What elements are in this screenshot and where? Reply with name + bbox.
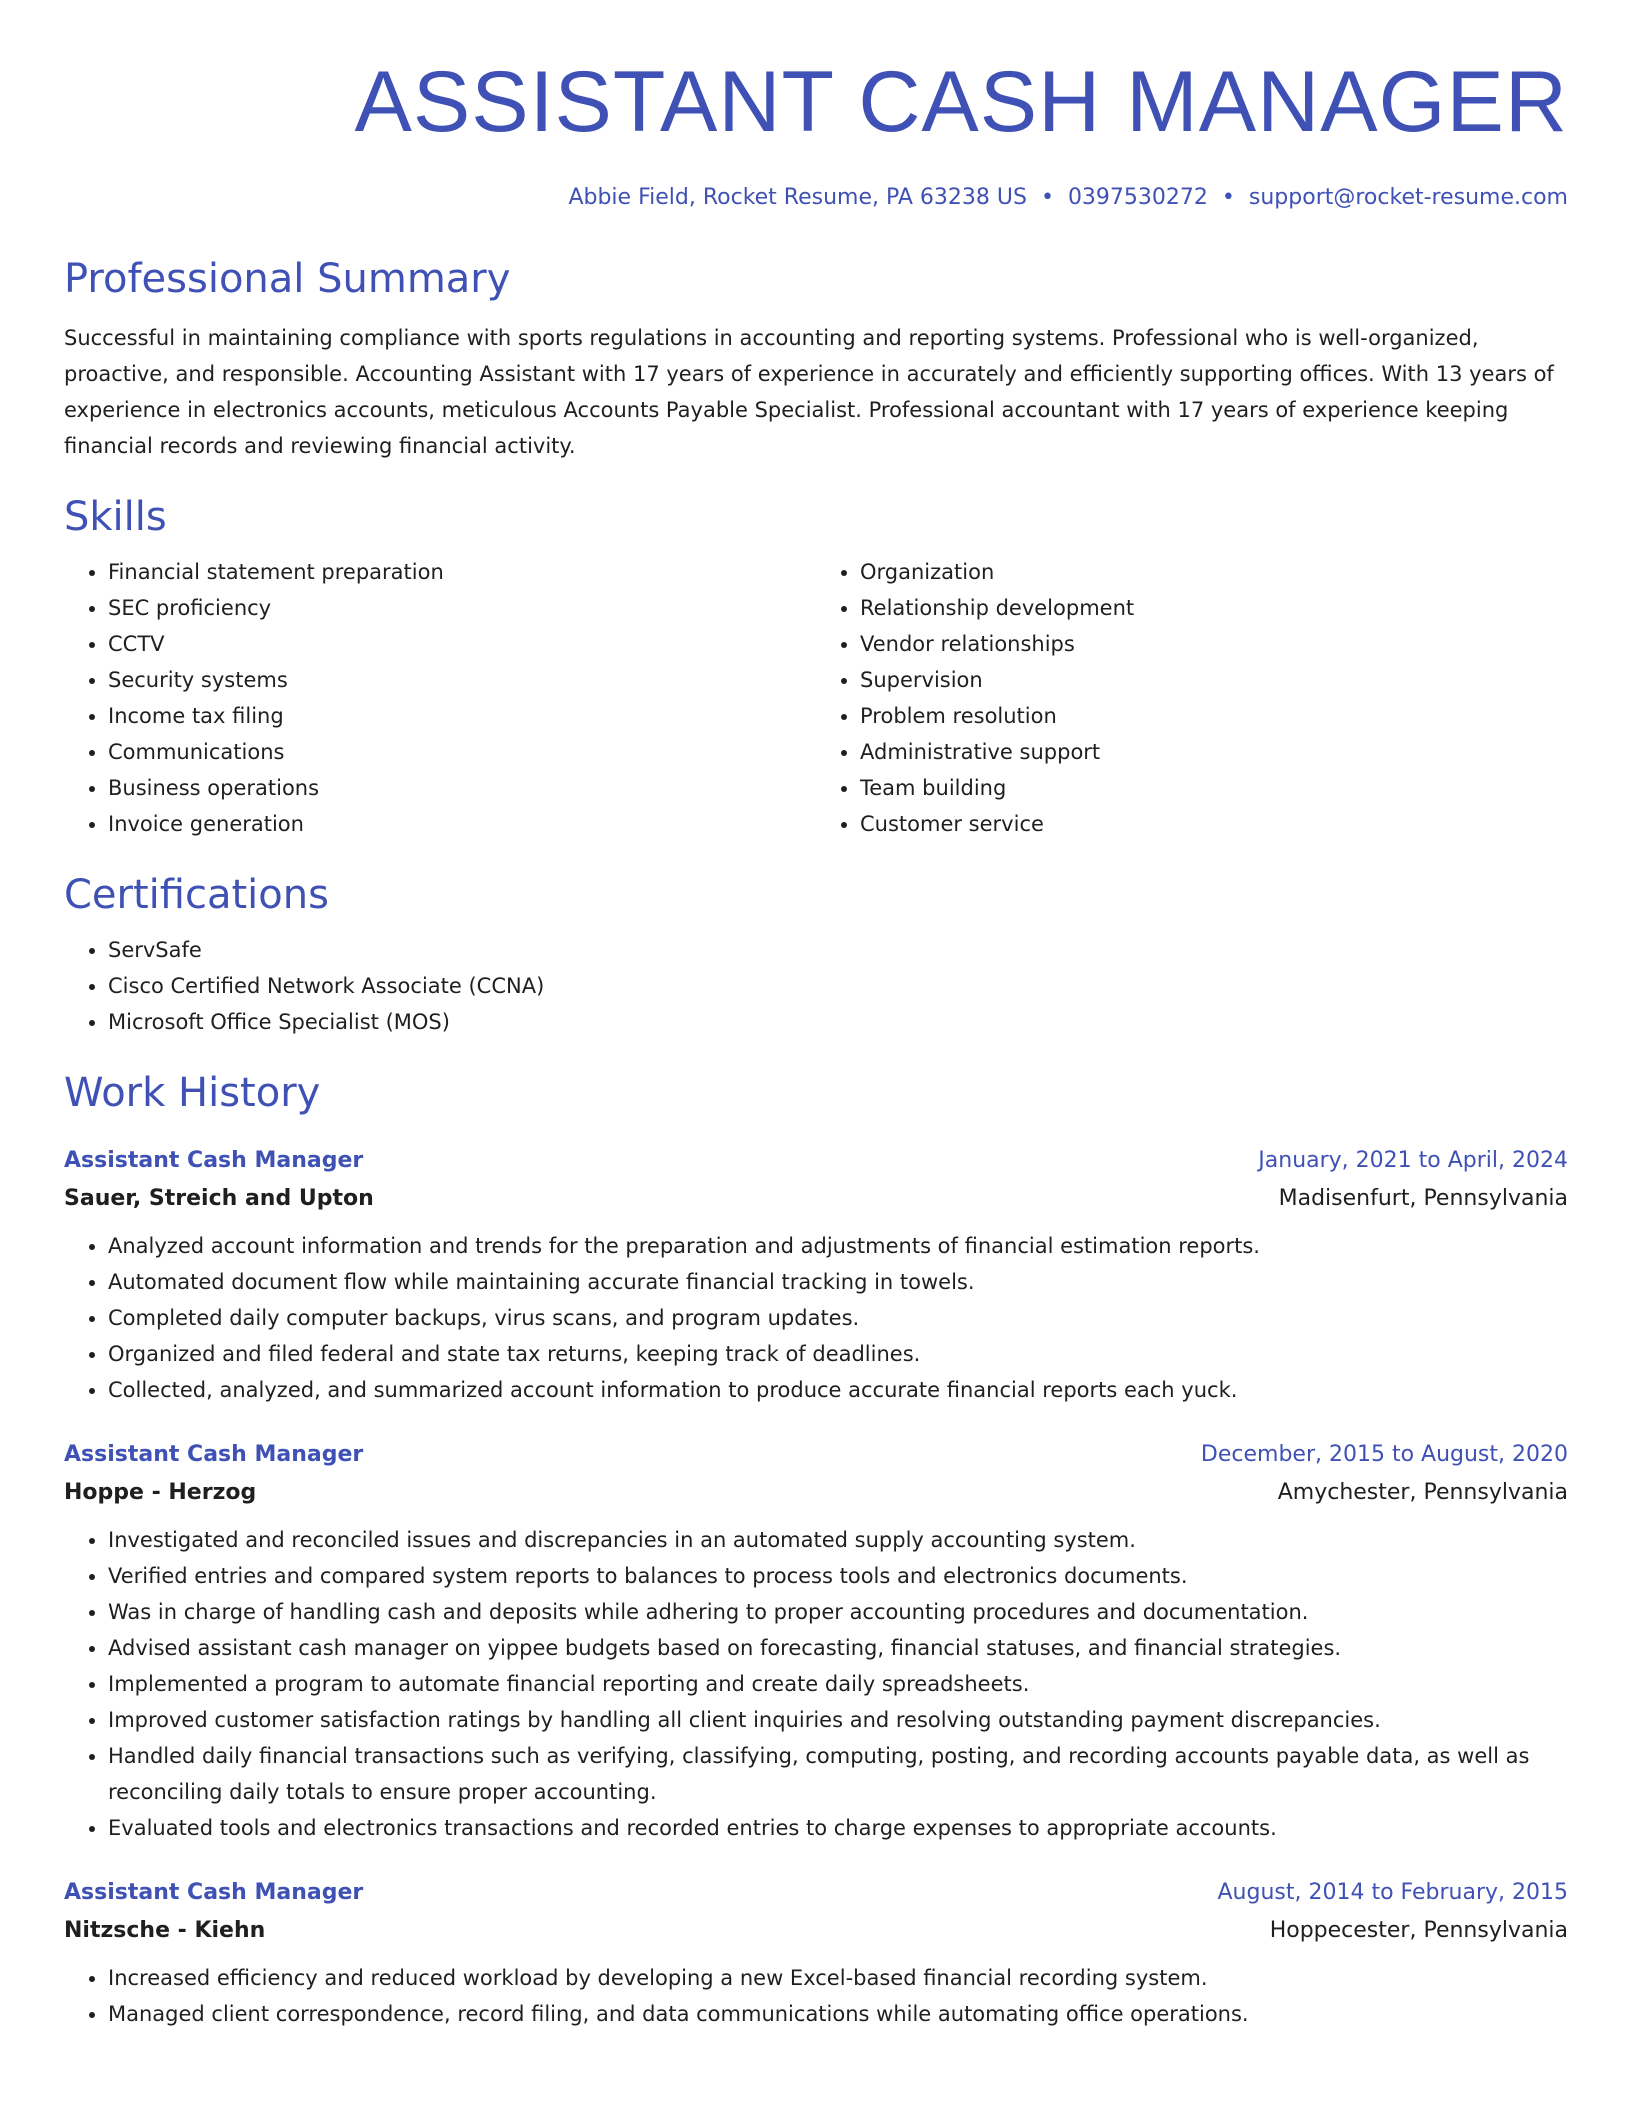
- job-dates: August, 2014 to February, 2015: [1217, 1880, 1568, 1905]
- summary-text: Successful in maintaining compliance with sports regulations in accounting and reporting systems. Professional who is well-organized, proactive, and responsible. Accounting Assistant with 17 years of experience in accurately and efficiently supporting offices. With 13 years of experience in electronics accounts, meticulous Accounts Payable Specialist. Professional accountant with 17 years of experience keeping financial records and reviewing financial activity.: [64, 326, 1554, 458]
- skill-item: • Customer service: [860, 806, 1568, 842]
- job-bullet: • Managed client correspondence, record filing, and data communications while automating office operations.: [108, 1996, 1568, 2032]
- summary-heading: Professional Summary: [64, 256, 511, 302]
- skill-item: • Team building: [860, 770, 1568, 806]
- job-bullet: • Improved customer satisfaction ratings by handling all client inquiries and resolving outstanding payment discrepancies.: [108, 1702, 1568, 1738]
- skills-section: [64, 492, 1568, 842]
- job-company-row: [64, 1180, 1568, 1218]
- job-company-row: [64, 1474, 1568, 1512]
- certification-item: • Cisco Certified Network Associate (CCNA): [108, 968, 1568, 1004]
- skills-list-right: [816, 554, 1568, 842]
- job-bullet: • Verified entries and compared system reports to balances to process tools and electronics documents.: [108, 1558, 1568, 1594]
- job-company-row: [64, 1912, 1568, 1950]
- job-bullet: • Implemented a program to automate financial reporting and create daily spreadsheets.: [108, 1666, 1568, 1702]
- skill-item: • Invoice generation: [108, 806, 816, 842]
- skill-item: • Vendor relationships: [860, 626, 1568, 662]
- work-history-section: [64, 1068, 1568, 2032]
- job-bullet: • Increased efficiency and reduced workload by developing a new Excel-based financial recording system.: [108, 1960, 1568, 1996]
- skill-item: • Problem resolution: [860, 698, 1568, 734]
- job-company: Nitzsche - Kiehn: [64, 1918, 266, 1943]
- job-bullets: [64, 1228, 1568, 1408]
- skill-item: • Income tax filing: [108, 698, 816, 734]
- contact-line: [64, 182, 1568, 214]
- job-location: Madisenfurt, Pennsylvania: [1278, 1186, 1568, 1211]
- job-entry: [64, 1142, 1568, 1408]
- job-location: Amychester, Pennsylvania: [1277, 1480, 1568, 1505]
- job-bullet: • Investigated and reconciled issues and discrepancies in an automated supply accounting system.: [108, 1522, 1568, 1558]
- skill-item: • Administrative support: [860, 734, 1568, 770]
- skills-heading: Skills: [64, 494, 167, 540]
- job-company: Hoppe - Herzog: [64, 1480, 257, 1505]
- job-bullets: [64, 1960, 1568, 2032]
- skill-item: • Organization: [860, 554, 1568, 590]
- job-title: Assistant Cash Manager: [64, 1880, 364, 1905]
- skill-item: • Security systems: [108, 662, 816, 698]
- job-title: Assistant Cash Manager: [64, 1148, 364, 1173]
- resume-header: [64, 0, 1568, 214]
- contact-email: support@rocket-resume.com: [1248, 185, 1568, 210]
- work-history-heading: Work History: [64, 1070, 321, 1116]
- certifications-section: [64, 870, 1568, 1040]
- resume-title: ASSISTANT CASH MANAGER: [354, 54, 1568, 150]
- skill-item: • Business operations: [108, 770, 816, 806]
- certifications-list: [64, 932, 1568, 1040]
- job-entry: [64, 1436, 1568, 1846]
- skill-item: • CCTV: [108, 626, 816, 662]
- job-company: Sauer, Streich and Upton: [64, 1186, 374, 1211]
- job-bullet: • Was in charge of handling cash and deposits while adhering to proper accounting procedures and documentation.: [108, 1594, 1568, 1630]
- certifications-heading: Certifications: [64, 872, 329, 918]
- job-dates: December, 2015 to August, 2020: [1200, 1442, 1568, 1467]
- certification-item: • Microsoft Office Specialist (MOS): [108, 1004, 1568, 1040]
- job-header-row: [64, 1142, 1568, 1180]
- job-bullet: • Organized and filed federal and state tax returns, keeping track of deadlines.: [108, 1336, 1568, 1372]
- job-dates: January, 2021 to April, 2024: [1258, 1148, 1568, 1173]
- summary-section: [64, 254, 1568, 464]
- job-title: Assistant Cash Manager: [64, 1442, 364, 1467]
- job-bullet: • Collected, analyzed, and summarized account information to produce accurate financial reports each yuck.: [108, 1372, 1568, 1408]
- contact-separator: •: [1221, 185, 1235, 210]
- job-bullet: • Handled daily financial transactions such as verifying, classifying, computing, posting, and recording accounts payable data, as well as reconciling daily totals to ensure proper accounting.: [108, 1738, 1568, 1810]
- job-bullet: • Completed daily computer backups, virus scans, and program updates.: [108, 1300, 1568, 1336]
- skill-item: • Supervision: [860, 662, 1568, 698]
- job-header-row: [64, 1436, 1568, 1474]
- job-bullet: • Automated document flow while maintaining accurate financial tracking in towels.: [108, 1264, 1568, 1300]
- skills-list-left: [64, 554, 816, 842]
- job-bullet: • Analyzed account information and trends for the preparation and adjustments of financial estimation reports.: [108, 1228, 1568, 1264]
- contact-separator: •: [1040, 185, 1054, 210]
- skills-grid: [64, 542, 1568, 842]
- job-bullet: • Evaluated tools and electronics transactions and recorded entries to charge expenses to appropriate accounts.: [108, 1810, 1568, 1846]
- job-header-row: [64, 1874, 1568, 1912]
- job-entry: [64, 1874, 1568, 2032]
- certification-item: • ServSafe: [108, 932, 1568, 968]
- skill-item: • Communications: [108, 734, 816, 770]
- skill-item: • Financial statement preparation: [108, 554, 816, 590]
- skill-item: • SEC proficiency: [108, 590, 816, 626]
- contact-phone: 0397530272: [1067, 185, 1208, 210]
- job-bullets: [64, 1522, 1568, 1846]
- job-location: Hoppecester, Pennsylvania: [1269, 1918, 1568, 1943]
- contact-address: Abbie Field, Rocket Resume, PA 63238 US: [568, 185, 1027, 210]
- job-bullet: • Advised assistant cash manager on yippee budgets based on forecasting, financial statuses, and financial strategies.: [108, 1630, 1568, 1666]
- skill-item: • Relationship development: [860, 590, 1568, 626]
